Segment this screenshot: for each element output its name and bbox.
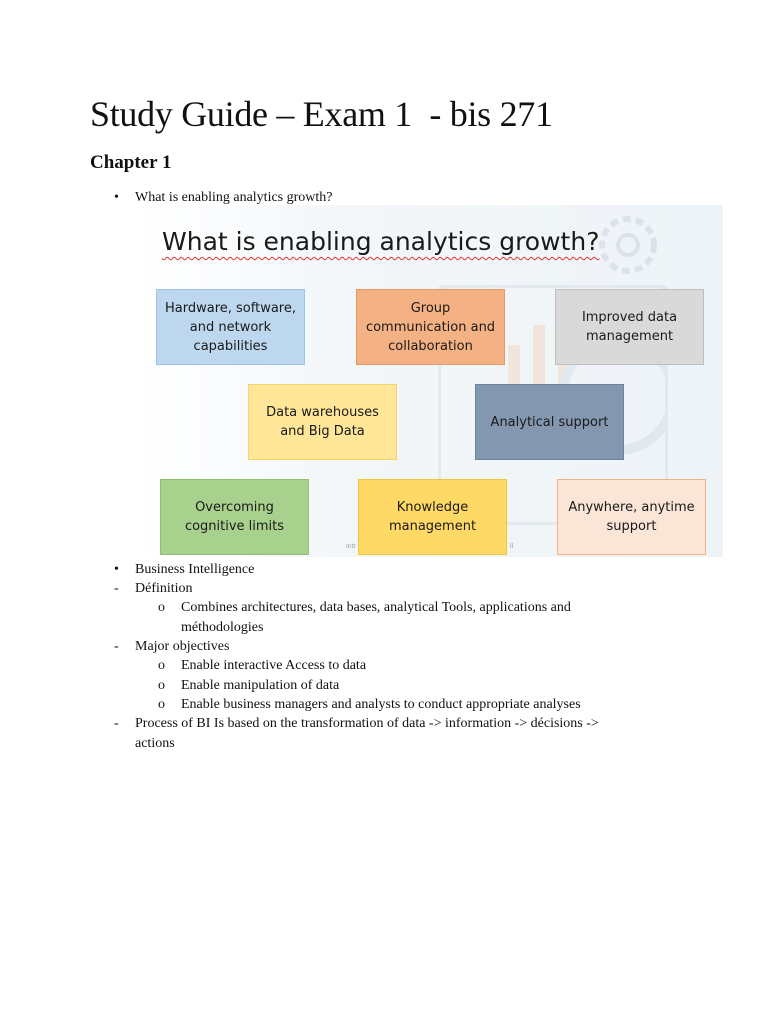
- objectives-label: Major objectives: [135, 639, 230, 654]
- bullet-dot-icon: •: [114, 562, 119, 577]
- circle-bullet-icon: o: [158, 600, 165, 615]
- embedded-slide-image: [138, 205, 723, 557]
- objective-text: Enable interactive Access to data: [181, 658, 367, 673]
- definition-text-line2: méthodologies: [181, 620, 264, 635]
- box-group-communication: Group communication and collaboration: [356, 289, 505, 365]
- definition-label: Définition: [135, 581, 193, 596]
- bullet-dot-icon: •: [114, 190, 119, 205]
- box-analytical-support: Analytical support: [475, 384, 624, 460]
- box-improved-data-management: Improved data management: [555, 289, 704, 365]
- chapter-heading: Chapter 1: [90, 152, 172, 173]
- box-overcoming-cognitive-limits: Overcoming cognitive limits: [160, 479, 309, 555]
- definition-text-line1: Combines architectures, data bases, analytical Tools, applications and: [181, 600, 571, 615]
- process-text-line2: actions: [135, 736, 175, 751]
- dash-marker: -: [114, 581, 119, 596]
- box-data-warehouses-big-data: Data warehouses and Big Data: [248, 384, 397, 460]
- objective-text: Enable manipulation of data: [181, 678, 340, 693]
- process-text-line1: Process of BI Is based on the transformation of data -> information -> décisions ->: [135, 716, 599, 731]
- bi-heading: Business Intelligence: [135, 562, 255, 577]
- objective-text: Enable business managers and analysts to conduct appropriate analyses: [181, 697, 581, 712]
- box-anywhere-anytime-support: Anywhere, anytime support: [557, 479, 706, 555]
- circle-bullet-icon: o: [158, 678, 165, 693]
- definition-continuation: [181, 618, 263, 637]
- question-text: What is enabling analytics growth?: [135, 190, 333, 205]
- slide-footer-right: ll: [510, 543, 514, 550]
- slide-footer-left: Intr: [346, 543, 357, 550]
- box-knowledge-management: Knowledge management: [358, 479, 507, 555]
- process-continuation: [135, 734, 175, 753]
- page-title: Study Guide – Exam 1 - bis 271: [90, 94, 553, 134]
- circle-bullet-icon: o: [158, 658, 165, 673]
- dash-marker: -: [114, 639, 119, 654]
- box-hardware-software-network: Hardware, software, and network capabilities: [156, 289, 305, 365]
- dash-marker: -: [114, 716, 119, 731]
- circle-bullet-icon: o: [158, 697, 165, 712]
- slide-title: What is enabling analytics growth?: [162, 227, 600, 256]
